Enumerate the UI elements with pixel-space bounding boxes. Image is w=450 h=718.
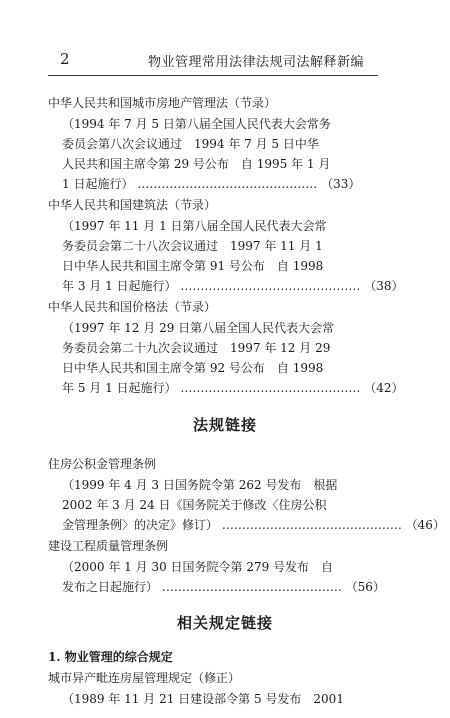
toc-entry-title: 中华人民共和国建筑法（节录）: [48, 198, 217, 212]
toc-entry-line: （1997 年 12 月 29 日第八届全国人民代表大会常: [62, 321, 335, 335]
toc-entry-line: 务委员会第二十九次会议通过 1997 年 12 月 29: [62, 341, 331, 355]
dot-leader: ………………………………………: [161, 580, 342, 594]
toc-entry-line: 务委员会第二十八次会议通过 1997 年 11 月 1: [62, 239, 323, 253]
toc-entry-line: （1999 年 4 月 3 日国务院令第 262 号发布 根据: [62, 478, 338, 492]
dot-leader: ………………………………………: [180, 381, 361, 395]
toc-entry-line: （1994 年 7 月 5 日第八届全国人民代表大会常务: [62, 117, 331, 131]
toc-entry-text: 1 日起施行）: [62, 177, 134, 191]
toc-entry-line: [62, 379, 403, 396]
toc-entry-line: （1997 年 11 月 1 日第八届全国人民代表大会常: [62, 219, 327, 233]
running-header: [48, 50, 378, 76]
toc-entry-line: （2000 年 1 月 30 日国务院令第 279 号发布 自: [62, 560, 334, 574]
toc-entry-line: 日中华人民共和国主席令第 92 号公布 自 1998: [62, 361, 324, 375]
toc-entry-title: 中华人民共和国城市房地产管理法（节录）: [48, 96, 277, 110]
toc-entry-title: 城市异产毗连房屋管理规定（修正）: [48, 671, 241, 685]
toc-entry-text: 年 5 月 1 日起施行）: [62, 381, 177, 395]
header-rule: [48, 75, 378, 76]
section-heading: 相关规定链接: [176, 614, 273, 632]
toc-entry-line: [62, 175, 360, 192]
section-heading: 法规链接: [192, 416, 257, 434]
dot-leader: ………………………………………: [180, 279, 361, 293]
toc-entry-line: [62, 578, 385, 595]
toc-entry-line: （1989 年 11 月 21 日建设部令第 5 号发布 2001: [62, 692, 344, 706]
toc-entry-line: 人民共和国主席令第 29 号公布 自 1995 年 1 月: [62, 157, 331, 171]
toc-entry-line: 委员会第八次会议通过 1994 年 7 月 5 日中华: [62, 137, 319, 151]
dot-leader: ………………………………………: [137, 177, 318, 191]
page-reference: （42）: [364, 381, 404, 395]
page-number: 2: [60, 50, 70, 68]
toc-entry-text: 年 3 月 1 日起施行）: [62, 279, 177, 293]
page-reference: （33）: [321, 177, 361, 191]
page-reference: （46）: [405, 518, 445, 532]
toc-entry-title: 住房公积金管理条例: [48, 457, 157, 471]
toc-entry-line: [62, 277, 403, 294]
dot-leader: ………………………………………: [221, 518, 402, 532]
toc-entry-line: 2002 年 3 月 24 日《国务院关于修改〈住房公积: [62, 498, 327, 512]
toc-entry-text: 发布之日起施行）: [62, 580, 159, 594]
toc-entry-title: 建设工程质量管理条例: [48, 539, 169, 553]
toc-entry-text: 金管理条例〉的决定》修订）: [62, 518, 219, 532]
page-reference: （38）: [364, 279, 404, 293]
subsection-heading: 1. 物业管理的综合规定: [48, 650, 173, 664]
toc-entry-line: 日中华人民共和国主席令第 91 号公布 自 1998: [62, 259, 324, 273]
toc-entry-title: 中华人民共和国价格法（节录）: [48, 300, 217, 314]
page-reference: （56）: [345, 580, 385, 594]
running-title: 物业管理常用法律法规司法解释新编: [147, 55, 364, 70]
toc-entry-line: [62, 516, 445, 533]
